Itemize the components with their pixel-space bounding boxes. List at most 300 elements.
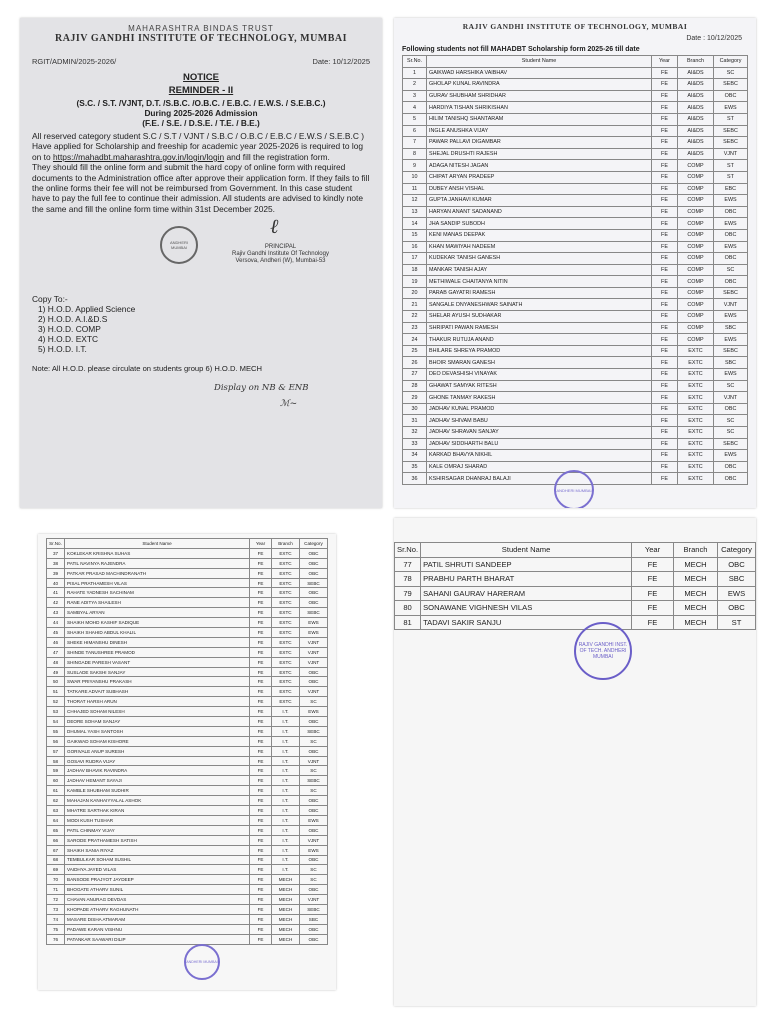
cell-year: FE xyxy=(250,657,272,667)
cell-branch: MECH xyxy=(272,914,300,924)
notice-page xyxy=(20,18,382,508)
cell-branch: I.T. xyxy=(272,726,300,736)
cell-year: FE xyxy=(250,855,272,865)
cell-year: FE xyxy=(652,403,678,415)
institute-stamp: ANDHERI MUMBAI xyxy=(184,944,220,980)
cell-name: KHAN MAWIYAH NADEEM xyxy=(427,241,652,253)
cell-year: FE xyxy=(652,369,678,381)
cell-name: SAMBYAL ARYAN xyxy=(65,608,250,618)
table-row xyxy=(403,241,748,253)
cell-branch: EXTC xyxy=(678,380,714,392)
table-row xyxy=(395,586,756,601)
cell-branch: EXTC xyxy=(678,369,714,381)
principal-signature: ℓ xyxy=(270,214,279,239)
cell-category: SEBC xyxy=(714,79,748,91)
cell-name: RAHATE YADNESH SACHINAM xyxy=(65,588,250,598)
col-year: Year xyxy=(250,539,272,549)
cell-srno: 1 xyxy=(403,67,427,79)
cell-category: SEBC xyxy=(714,125,748,137)
signature-area xyxy=(32,214,370,292)
table-row xyxy=(47,924,328,934)
cell-srno: 21 xyxy=(403,299,427,311)
table-row xyxy=(403,369,748,381)
cell-category: OBC xyxy=(300,825,328,835)
cell-name: CHIPAT ARYAN PRADEEP xyxy=(427,171,652,183)
cell-srno: 57 xyxy=(47,746,65,756)
col-category: Category xyxy=(300,539,328,549)
cell-year: FE xyxy=(250,865,272,875)
cell-branch: EXTC xyxy=(678,357,714,369)
cell-name: HARDIYA TISHAN SHRIKISHAN xyxy=(427,102,652,114)
cell-category: SC xyxy=(300,697,328,707)
cell-name: DUBEY ANSH VISHAL xyxy=(427,183,652,195)
cell-year: FE xyxy=(250,707,272,717)
cell-category: OBC xyxy=(300,558,328,568)
cell-category: OBC xyxy=(300,717,328,727)
cell-year: FE xyxy=(250,904,272,914)
table-row xyxy=(403,276,748,288)
cell-category: EWS xyxy=(718,586,756,601)
cell-branch: COMP xyxy=(678,299,714,311)
table-header-row xyxy=(47,539,328,549)
cell-year: FE xyxy=(250,578,272,588)
table-row xyxy=(403,438,748,450)
table-row xyxy=(47,558,328,568)
cell-branch: COMP xyxy=(678,183,714,195)
col-srno: Sr.No. xyxy=(395,543,421,558)
cell-branch: COMP xyxy=(678,264,714,276)
cell-srno: 75 xyxy=(47,924,65,934)
cell-name: THAKUR RUTUJA ANAND xyxy=(427,334,652,346)
table-row xyxy=(47,736,328,746)
cell-branch: I.T. xyxy=(272,786,300,796)
cell-branch: EXTC xyxy=(678,392,714,404)
cell-srno: 74 xyxy=(47,914,65,924)
cell-srno: 28 xyxy=(403,380,427,392)
cell-branch: AI&DS xyxy=(678,125,714,137)
cell-category: SEBC xyxy=(300,608,328,618)
table-row xyxy=(47,835,328,845)
cell-category: OBC xyxy=(300,667,328,677)
cell-srno: 64 xyxy=(47,815,65,825)
cell-srno: 60 xyxy=(47,776,65,786)
cell-category: OBC xyxy=(300,934,328,944)
table-row xyxy=(47,885,328,895)
cell-name: PATANKAR SAAWARI DILIP xyxy=(65,934,250,944)
table-row xyxy=(403,148,748,160)
cell-name: SHINDE TANUSHREE PRAMOD xyxy=(65,647,250,657)
cell-branch: EXTC xyxy=(272,618,300,628)
copy-to-item: 1) H.O.D. Applied Science xyxy=(38,304,136,315)
cell-category: ST xyxy=(714,113,748,125)
cell-srno: 16 xyxy=(403,241,427,253)
cell-category: OBC xyxy=(714,403,748,415)
cell-branch: EXTC xyxy=(272,667,300,677)
cell-name: PADAWE KARAN VISHNU xyxy=(65,924,250,934)
cell-year: FE xyxy=(652,160,678,172)
cell-srno: 41 xyxy=(47,588,65,598)
cell-name: MHATRE SARTHAK KIRAN xyxy=(65,806,250,816)
table-row xyxy=(47,756,328,766)
cell-category: OBC xyxy=(300,855,328,865)
table-row xyxy=(47,717,328,727)
list-date: Date : 10/12/2025 xyxy=(686,35,742,42)
cell-srno: 20 xyxy=(403,287,427,299)
cell-name: DEORE SOHAM SANJAY xyxy=(65,717,250,727)
cell-branch: EXTC xyxy=(272,647,300,657)
cell-category: SC xyxy=(300,736,328,746)
copy-to-item: 4) H.O.D. EXTC xyxy=(38,334,99,345)
cell-category: VJNT xyxy=(300,895,328,905)
cell-srno: 8 xyxy=(403,148,427,160)
cell-srno: 18 xyxy=(403,264,427,276)
cell-year: FE xyxy=(250,558,272,568)
cell-category: ST xyxy=(714,171,748,183)
paragraph-1-tail: and fill the registration form. xyxy=(226,151,330,162)
principal-block xyxy=(232,244,329,265)
cell-branch: AI&DS xyxy=(678,79,714,91)
cell-branch: EXTC xyxy=(678,461,714,473)
cell-branch: I.T. xyxy=(272,796,300,806)
cell-branch: EXTC xyxy=(272,588,300,598)
cell-year: FE xyxy=(652,287,678,299)
cell-name: MAHAJAN KANHAIYYALAL ASHOK xyxy=(65,796,250,806)
cell-branch: EXTC xyxy=(678,345,714,357)
cell-name: DEO DEVASHISH VINAYAK xyxy=(427,369,652,381)
cell-name: PRABHU PARTH BHARAT xyxy=(421,572,632,587)
cell-name: KOKLEKAR KRISHNA SUHAS xyxy=(65,548,250,558)
student-list-page-2 xyxy=(38,534,336,990)
table-row xyxy=(47,588,328,598)
cell-name: GORIVALE ANUP SURESH xyxy=(65,746,250,756)
cell-name: JADHAV SIDDHARTH BALU xyxy=(427,438,652,450)
cell-srno: 2 xyxy=(403,79,427,91)
cell-year: FE xyxy=(250,687,272,697)
cell-branch: AI&DS xyxy=(678,137,714,149)
cell-year: FE xyxy=(250,608,272,618)
table-row xyxy=(395,557,756,572)
cell-category: EWS xyxy=(714,311,748,323)
cell-year: FE xyxy=(250,766,272,776)
cell-category: OBC xyxy=(300,548,328,558)
cell-srno: 45 xyxy=(47,628,65,638)
cell-name: GHOLAP KUNAL RAVINDRA xyxy=(427,79,652,91)
cell-branch: COMP xyxy=(678,253,714,265)
cell-year: FE xyxy=(652,253,678,265)
cell-srno: 47 xyxy=(47,647,65,657)
table-row xyxy=(403,403,748,415)
cell-name: KUDEKAR TANISH GANESH xyxy=(427,253,652,265)
cell-branch: MECH xyxy=(674,572,718,587)
table-row xyxy=(47,657,328,667)
cell-name: JHA SANDIP SUBODH xyxy=(427,218,652,230)
cell-category: SEBC xyxy=(300,726,328,736)
cell-category: OBC xyxy=(300,806,328,816)
institute-stamp: RAJIV GANDHI INST. OF TECH. ANDHERI MUMBAI xyxy=(574,622,632,680)
cell-name: GOSAVI RUDRA VIJAY xyxy=(65,756,250,766)
cell-srno: 9 xyxy=(403,160,427,172)
paragraph-1-text: All reserved category student S.C / S.T / VJNT / S.B.C / O.B.C / E.B.C / E.W.S / S.E.B.C ) Have applied for Scholarship and freeship for academic year 2025-2026 is required to log on to xyxy=(32,131,365,162)
cell-year: FE xyxy=(652,392,678,404)
table-row xyxy=(403,79,748,91)
cell-category: SEBC xyxy=(300,776,328,786)
table-row xyxy=(403,427,748,439)
cell-srno: 17 xyxy=(403,253,427,265)
cell-branch: I.T. xyxy=(272,776,300,786)
cell-branch: I.T. xyxy=(272,845,300,855)
cell-year: FE xyxy=(652,102,678,114)
cell-branch: EXTC xyxy=(272,687,300,697)
cell-category: OBC xyxy=(714,229,748,241)
cell-name: PATIL NAVINYA RAJENDRA xyxy=(65,558,250,568)
cell-name: CHAVAN ANURAG DEVDAS xyxy=(65,895,250,905)
cell-name: SONAWANE VIGHNESH VILAS xyxy=(421,601,632,616)
table-row xyxy=(47,855,328,865)
cell-branch: EXTC xyxy=(272,598,300,608)
cell-category: SBC xyxy=(714,357,748,369)
cell-srno: 38 xyxy=(47,558,65,568)
cell-branch: AI&DS xyxy=(678,148,714,160)
cell-branch: I.T. xyxy=(272,855,300,865)
cell-name: TADAVI SAKIR SANJU xyxy=(421,615,632,630)
cell-name: KSHIRSAGAR DHANRAJ BALAJI xyxy=(427,473,652,485)
cell-name: TATKARE ADVAIT SUBHASH xyxy=(65,687,250,697)
cell-srno: 68 xyxy=(47,855,65,865)
cell-branch: MECH xyxy=(272,895,300,905)
table-row xyxy=(395,601,756,616)
table-row xyxy=(47,895,328,905)
cell-name: TEMBULKAR SOHAM SUSHIL xyxy=(65,855,250,865)
cell-category: VJNT xyxy=(300,637,328,647)
cell-branch: AI&DS xyxy=(678,102,714,114)
cell-name: PATIL SHRUTI SANDEEP xyxy=(421,557,632,572)
cell-category: OBC xyxy=(300,796,328,806)
cell-srno: 55 xyxy=(47,726,65,736)
cell-year: FE xyxy=(250,786,272,796)
table-row xyxy=(403,206,748,218)
cell-srno: 6 xyxy=(403,125,427,137)
cell-srno: 5 xyxy=(403,113,427,125)
trust-name: MAHARASHTRA BINDAS TRUST xyxy=(128,24,274,33)
cell-year: FE xyxy=(250,726,272,736)
principal-institute: Rajiv Gandhi Institute Of Technology xyxy=(232,251,329,258)
cell-srno: 51 xyxy=(47,687,65,697)
header-rule xyxy=(32,44,370,49)
cell-srno: 37 xyxy=(47,548,65,558)
cell-name: PATIL CHINMAY VIJAY xyxy=(65,825,250,835)
cell-year: FE xyxy=(652,241,678,253)
cell-category: EWS xyxy=(714,241,748,253)
cell-branch: MECH xyxy=(272,924,300,934)
cell-srno: 30 xyxy=(403,403,427,415)
cell-year: FE xyxy=(652,438,678,450)
cell-srno: 81 xyxy=(395,615,421,630)
cell-branch: AI&DS xyxy=(678,67,714,79)
handwritten-note: Display on NB & ENB xyxy=(214,383,309,394)
student-list-page-1 xyxy=(394,18,756,508)
table-row xyxy=(47,578,328,588)
cell-year: FE xyxy=(250,796,272,806)
cell-branch: MECH xyxy=(272,885,300,895)
cell-year: FE xyxy=(632,572,674,587)
cell-srno: 73 xyxy=(47,904,65,914)
cell-year: FE xyxy=(652,183,678,195)
mahadbt-link[interactable]: https://mahadbt.maharashtra.gov.in/login/login xyxy=(52,151,225,162)
cell-branch: EXTC xyxy=(272,628,300,638)
cell-year: FE xyxy=(652,125,678,137)
cell-name: THORAT HARSH ARUN xyxy=(65,697,250,707)
table-row xyxy=(47,618,328,628)
table-row xyxy=(47,845,328,855)
cell-srno: 4 xyxy=(403,102,427,114)
table-row xyxy=(403,299,748,311)
notice-admission: During 2025-2026 Admission xyxy=(144,108,258,118)
cell-srno: 35 xyxy=(403,461,427,473)
cell-branch: COMP xyxy=(678,218,714,230)
cell-category: SBC xyxy=(300,914,328,924)
cell-name: VAIDHYA JAYED VILAS xyxy=(65,865,250,875)
cell-category: VJNT xyxy=(300,835,328,845)
cell-srno: 66 xyxy=(47,835,65,845)
table-row xyxy=(47,548,328,558)
cell-branch: EXTC xyxy=(272,558,300,568)
col-year: Year xyxy=(632,543,674,558)
table-row xyxy=(47,776,328,786)
cell-year: FE xyxy=(652,171,678,183)
cell-year: FE xyxy=(652,311,678,323)
cell-year: FE xyxy=(652,415,678,427)
cell-srno: 22 xyxy=(403,311,427,323)
cell-category: EBC xyxy=(714,183,748,195)
cell-category: SEBC xyxy=(714,438,748,450)
cell-branch: I.T. xyxy=(272,746,300,756)
cell-year: FE xyxy=(652,276,678,288)
copy-to-section xyxy=(32,294,370,354)
cell-srno: 10 xyxy=(403,171,427,183)
cell-name: PAWAR PALLAVI DIGAMBAR xyxy=(427,137,652,149)
notice-title: NOTICE xyxy=(183,72,219,83)
table-row xyxy=(403,102,748,114)
table-row xyxy=(47,786,328,796)
cell-category: OBC xyxy=(300,677,328,687)
cell-name: ADAGA NITESH JAGAN xyxy=(427,160,652,172)
cell-category: SBC xyxy=(714,322,748,334)
cell-branch: MECH xyxy=(272,934,300,944)
cell-year: FE xyxy=(652,137,678,149)
cell-year: FE xyxy=(250,637,272,647)
cell-branch: EXTC xyxy=(272,637,300,647)
cell-year: FE xyxy=(250,717,272,727)
cell-branch: I.T. xyxy=(272,835,300,845)
table-row xyxy=(47,904,328,914)
cell-srno: 26 xyxy=(403,357,427,369)
table-row xyxy=(47,746,328,756)
cell-year: FE xyxy=(652,148,678,160)
cell-srno: 44 xyxy=(47,618,65,628)
col-branch: Branch xyxy=(678,56,714,68)
cell-name: SHINGADE PARESH VASANT xyxy=(65,657,250,667)
cell-name: HILIM TANISHQ SHANTARAM xyxy=(427,113,652,125)
cell-category: OBC xyxy=(300,746,328,756)
cell-branch: COMP xyxy=(678,241,714,253)
cell-branch: MECH xyxy=(272,904,300,914)
cell-category: EWS xyxy=(300,845,328,855)
cell-name: JADHAV SHIVAM BABU xyxy=(427,415,652,427)
col-name: Student Name xyxy=(427,56,652,68)
cell-name: KARKAD BHAVYA NIKHIL xyxy=(427,450,652,462)
cell-name: BHOIR SMARAN GANESH xyxy=(427,357,652,369)
cell-year: FE xyxy=(250,885,272,895)
table-row xyxy=(403,229,748,241)
cell-srno: 69 xyxy=(47,865,65,875)
cell-branch: EXTC xyxy=(678,450,714,462)
cell-branch: MECH xyxy=(674,615,718,630)
cell-branch: I.T. xyxy=(272,825,300,835)
table-row xyxy=(47,914,328,924)
cell-name: GHONE TANMAY RAKESH xyxy=(427,392,652,404)
cell-category: SC xyxy=(714,415,748,427)
table-row xyxy=(47,707,328,717)
cell-year: FE xyxy=(250,806,272,816)
list-title: Following students not fill MAHADBT Scholarship form 2025-26 till date xyxy=(402,46,640,53)
cell-branch: I.T. xyxy=(272,736,300,746)
principal-address: Versova, Andheri (W), Mumbai-53 xyxy=(235,258,326,265)
cell-name: HARYAN ANANT SADANAND xyxy=(427,206,652,218)
cell-srno: 14 xyxy=(403,218,427,230)
cell-category: OBC xyxy=(714,461,748,473)
cell-srno: 62 xyxy=(47,796,65,806)
table-row xyxy=(395,615,756,630)
cell-srno: 34 xyxy=(403,450,427,462)
cell-branch: MECH xyxy=(674,601,718,616)
cell-branch: EXTC xyxy=(272,657,300,667)
cell-name: RANE ADITYA SHAILESH xyxy=(65,598,250,608)
cell-branch: COMP xyxy=(678,322,714,334)
cell-category: OBC xyxy=(300,568,328,578)
cell-branch: COMP xyxy=(678,171,714,183)
cell-srno: 52 xyxy=(47,697,65,707)
cell-year: FE xyxy=(652,67,678,79)
cell-srno: 48 xyxy=(47,657,65,667)
cell-name: INGLE ANUSHKA VIJAY xyxy=(427,125,652,137)
cell-name: SHELAR AYUSH SUDHAKAR xyxy=(427,311,652,323)
cell-srno: 65 xyxy=(47,825,65,835)
cell-category: SEBC xyxy=(714,345,748,357)
cell-branch: I.T. xyxy=(272,707,300,717)
cell-category: OBC xyxy=(714,90,748,102)
cell-branch: EXTC xyxy=(272,677,300,687)
cell-name: GAIKWAD HARSHIKA VAIBHAV xyxy=(427,67,652,79)
cell-srno: 15 xyxy=(403,229,427,241)
table-header-row xyxy=(403,56,748,68)
cell-year: FE xyxy=(652,90,678,102)
cell-year: FE xyxy=(250,756,272,766)
cell-year: FE xyxy=(250,568,272,578)
cell-name: SWAR PRIYANSHU PRAKASH xyxy=(65,677,250,687)
reference-number: RGIT/ADMIN/2025-2026/ xyxy=(32,57,117,66)
cell-category: SC xyxy=(714,380,748,392)
table-row xyxy=(47,934,328,944)
cell-branch: COMP xyxy=(678,334,714,346)
cell-name: METHIWALE CHAITANYA NITIN xyxy=(427,276,652,288)
cell-name: BANSODE PRAJYOT JAYDEEP xyxy=(65,875,250,885)
table-row xyxy=(47,875,328,885)
col-name: Student Name xyxy=(65,539,250,549)
table-row xyxy=(403,345,748,357)
cell-branch: MECH xyxy=(272,875,300,885)
table-row xyxy=(403,113,748,125)
table-row xyxy=(403,90,748,102)
